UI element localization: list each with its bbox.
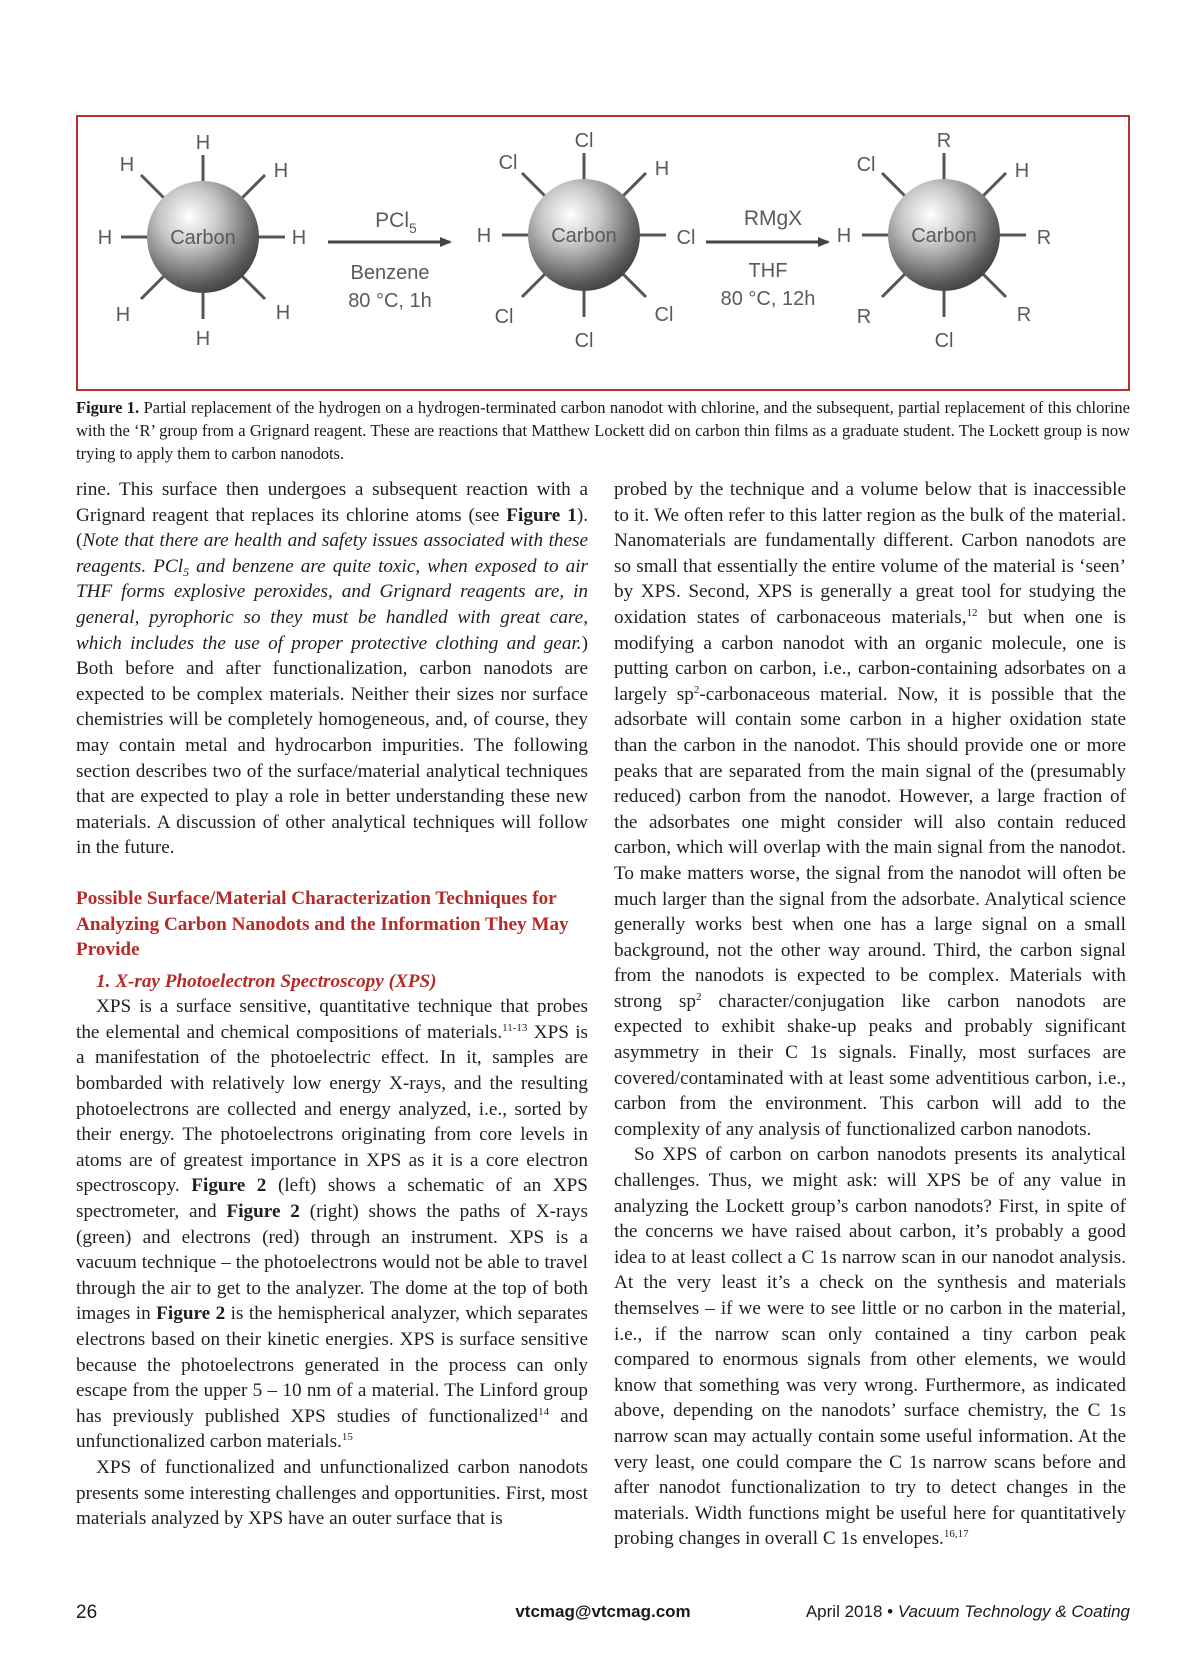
citation: 11-13: [502, 1021, 528, 1034]
sphere-label: Carbon: [170, 227, 236, 249]
atom-upper-left: Cl: [498, 152, 518, 174]
svg-text:PCl5: [375, 209, 417, 236]
atom-lower-left: Cl: [494, 306, 514, 328]
atom-top: R: [936, 130, 952, 152]
atom-upper-right: H: [273, 160, 289, 182]
caption-text: Partial replacement of the hydrogen on a hydrogen-terminated carbon nanodot with chlorine, and the subsequent, partial replacement of this chlorine with the ‘R’ group from a Grignard reagent. These are reactions that Matthew Lockett did on carbon thin films as a graduate student. The Lockett group is now trying to apply them to carbon nanodots.: [76, 398, 1130, 463]
reaction-scheme: [78, 117, 1128, 389]
atom-lower-right: H: [275, 302, 291, 324]
figure-ref: Figure 2: [156, 1303, 226, 1325]
atom-lower-right: R: [1016, 304, 1032, 326]
conditions-1: 80 °C, 1h: [348, 290, 432, 312]
atom-top: H: [195, 132, 211, 154]
atom-left: H: [97, 227, 113, 249]
paragraph: XPS of functionalized and unfunctionalized carbon nanodots presents some interesting challenges and opportunities. First, most materials analyzed by XPS have an outer surface that is: [76, 1456, 588, 1530]
paragraph: XPS is a surface sensitive, quantitative technique that probes the elemental and chemical compositions of materials.$^{11-13}$ XPS is a manifestation of the photoelectric effect. In it, samples are bombarded with relatively low energy X-rays, and the resulting photoelectrons are collected and energy analyzed, i.e., sorted by their energy. The photoelectrons originating from core levels in atoms are of greatest importance in XPS as it is a core electron spectroscopy. Figure 2 (left) shows a schematic of an XPS spectrometer, and Figure 2 (right) shows the paths of X-rays (green) and electrons (red) through an instrument. XPS is a vacuum technique – the photoelectrons would not be able to travel through the air to get to the analyzer. The dome at the top of both images in Figure 2 is the hemispherical analyzer, which separates electrons based on their kinetic energies. XPS is surface sensitive because the photoelectrons generated in the process can only escape from the upper 5 – 10 nm of a material. The Linford group has previously published XPS studies of functionalized$^{14}$ and unfunctionalized carbon materials.$^{15}$: [76, 996, 588, 1453]
right-column: [614, 477, 1126, 1552]
molecule-3: [837, 130, 1051, 352]
atom-bottom: Cl: [574, 330, 594, 352]
paragraph: rine. This surface then undergoes a subsequent reaction with a Grignard reagent that replaces its chlorine atoms (see Figure 1). (Note that there are health and safety issues associated with these reagents. PCl$_5$ and benzene are quite toxic, when exposed to air THF forms explosive peroxides, and Grignard reagents are, in general, pyrophoric so they must be handled with great care, which includes the use of proper protective clothing and gear.) Both before and after functionalization, carbon nanodots are expected to be complex materials. Neither their sizes nor surface chemistries will be completely homogeneous, and, of course, they may contain metal and hydrocarbon impurities. The following section describes two of the surface/material analytical techniques that are expected to play a role in better understanding these new materials. A discussion of other analytical techniques will follow in the future.: [76, 479, 588, 859]
reagent-1-sub: 5: [409, 220, 417, 236]
molecule-2: [477, 130, 696, 352]
citation: 15: [341, 1431, 353, 1444]
subsection-heading: 1. X-ray Photoelectron Spectroscopy (XPS): [96, 970, 437, 992]
atom-upper-right: H: [654, 158, 670, 180]
page-number: 26: [76, 1602, 98, 1623]
atom-lower-left: R: [856, 306, 872, 328]
figure-ref: Figure 2: [226, 1201, 300, 1223]
atom-upper-left: H: [119, 154, 135, 176]
atom-lower-left: H: [115, 304, 131, 326]
caption-label: Figure 1.: [76, 398, 140, 417]
figure-ref: Figure 1: [506, 504, 577, 526]
molecule-1: [98, 132, 306, 350]
conditions-2: 80 °C, 12h: [720, 288, 816, 310]
figure-caption: [76, 396, 1130, 465]
reagent-1: PCl: [375, 209, 410, 232]
reagent-2: RMgX: [743, 207, 803, 230]
atom-top: Cl: [574, 130, 594, 152]
atom-right: H: [291, 227, 307, 249]
atom-right: Cl: [676, 227, 696, 249]
journal-name: Vacuum Technology & Coating: [897, 1602, 1130, 1621]
atom-left: H: [476, 225, 492, 247]
figure-ref: Figure 2: [191, 1175, 267, 1197]
atom-bottom: Cl: [934, 330, 954, 352]
reaction-arrow-1: [328, 209, 450, 312]
atom-upper-right: H: [1014, 160, 1030, 182]
sphere-label: Carbon: [551, 225, 617, 247]
atom-left: H: [836, 225, 852, 247]
figure-1: [76, 115, 1130, 391]
paragraph: So XPS of carbon on carbon nanodots presents its analytical challenges. Thus, we might ask: will XPS be of any value in analyzing the Lockett group’s carbon nanodots? First, in spite of the concerns we have raised about carbon, it’s probably a good idea to at least collect a C 1s narrow scan in our nanodot analysis. At the very least it’s a check on the synthesis and materials themselves – if we were to see little or no carbon in the material, i.e., if the narrow scan only contained a tiny carbon peak compared to enormous signals from other elements, we would know that something was very wrong. Furthermore, as indicated above, depending on the nanodots’ surface chemistry, the C 1s narrow scan may actually contain some useful information. At the very least, one could compare the C 1s narrow scans before and after nanodot functionalization to try to detect changes in the materials. Width functions might be useful here for quantitatively probing changes in overall C 1s envelopes.$^{16,17}$: [614, 1144, 1126, 1550]
issue-info: April 2018 • Vacuum Technology & Coating: [805, 1602, 1130, 1621]
solvent-2: THF: [748, 260, 788, 282]
reaction-arrow-2: [706, 207, 828, 310]
contact-email[interactable]: vtcmag@vtcmag.com: [515, 1602, 691, 1621]
paragraph: probed by the technique and a volume below that is inaccessible to it. We often refer to this latter region as the bulk of the material. Nanomaterials are fundamentally different. Carbon nanodots are so small that essentially the entire volume of the material is ‘seen’ by XPS. Second, XPS is generally a great tool for studying the oxidation states of carbonaceous materials,$^{12}$ but when one is modifying a carbon nanodot with an organic molecule, one is putting carbon on carbon, i.e., carbon-containing adsorbates on a largely $sp^2$-carbonaceous material. Now, it is possible that the adsorbate will contain some carbon in a higher oxidation state than the carbon in the nanodot. This should provide one or more peaks that are separated from the main signal of the (presumably reduced) carbon from the nanodot. However, a large fraction of the adsorbates one might consider will also contain reduced carbon, which will overlap with the main signal from the nanodot. To make matters worse, the signal from the nanodot will often be much larger than the signal from the adsorbate. Analytical science generally works best when one has a large signal on a small background, not the other way around. Third, the carbon signal from the nanodots is expected to be complex. Materials with strong $sp^2$ character/conjugation like carbon nanodots are expected to exhibit shake-up peaks and probably significant asymmetry in their C 1s signals. Finally, most surfaces are covered/contaminated with at least some adventitious carbon, i.e., carbon from the environment. This carbon will add to the complexity of any analysis of functionalized carbon nanodots.: [614, 479, 1127, 1140]
citation: 16,17: [943, 1528, 969, 1541]
page-footer: [76, 1602, 1130, 1626]
citation: 14: [538, 1405, 550, 1418]
atom-bottom: H: [195, 328, 211, 350]
sphere-label: Carbon: [911, 225, 977, 247]
atom-upper-left: Cl: [856, 154, 876, 176]
section-heading: Possible Surface/Material Characterization Techniques for Analyzing Carbon Nanodots and the Information They May Provide: [76, 887, 569, 961]
atom-lower-right: Cl: [654, 304, 674, 326]
citation: 12: [966, 606, 978, 619]
atom-right: R: [1036, 227, 1052, 249]
solvent-1: Benzene: [350, 262, 430, 284]
left-column: [76, 477, 588, 1532]
